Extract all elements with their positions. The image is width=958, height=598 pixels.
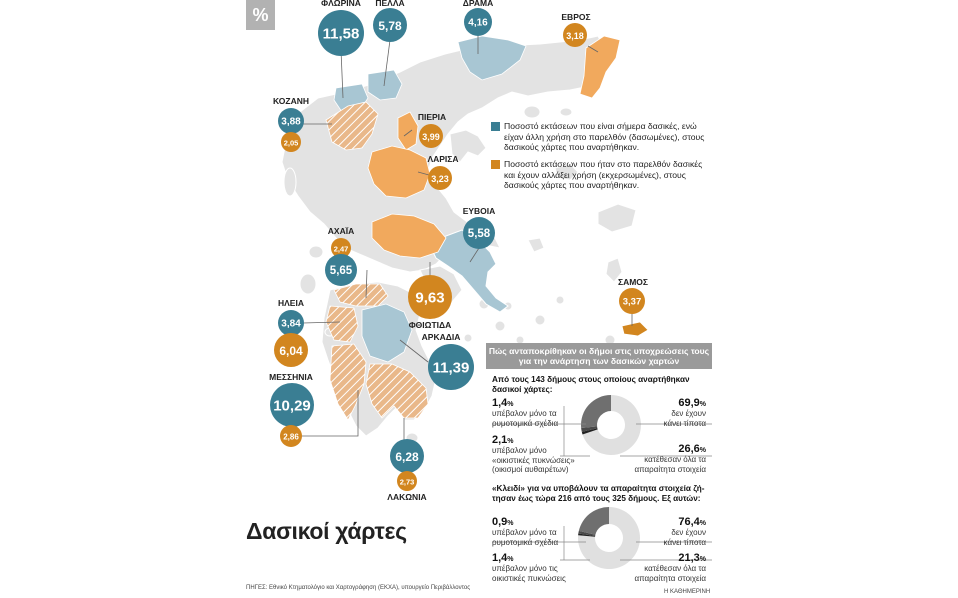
q2-left-top-pct: 0,9% (492, 516, 514, 528)
label-lakonia: ΛΑΚΩΝΙΑ (387, 492, 427, 502)
legend-teal-swatch (491, 122, 500, 131)
q1-right-bottom-desc: κατέθεσαν όλα τα απαραίτητα στοιχεία (634, 455, 706, 474)
q2-text: «Κλειδί» για να υποβάλουν τα απαραίτητα στοιχεία ζή- τησαν έως τώρα 216 από τους 325 δήμους. Εξ αυτών: (492, 484, 705, 503)
bubble-kozani-teal-value: 3,88 (281, 116, 301, 128)
label-samos: ΣΑΜΟΣ (617, 277, 649, 287)
q2-right-top-desc: δεν έχουν κάνει τίποτα (663, 528, 706, 547)
label-kozani: ΚΟΖΑΝΗ (273, 96, 309, 106)
q1-left-bottom-pct: 2,1% (492, 434, 514, 446)
bubble-arkadia-teal-value: 11,39 (432, 359, 470, 377)
percent-badge: % (246, 0, 275, 30)
q2-right-bottom (616, 552, 706, 583)
bubble-messinia-orange-value: 2,86 (283, 432, 299, 442)
bubble-samos-orange-value: 3,37 (622, 296, 642, 308)
bubble-florina-teal-value: 11,58 (322, 25, 360, 43)
legend-teal-text: Ποσοστό εκτάσεων που είναι σήμερα δασικές, ενώ είχαν άλλη χρήση στο παρελθόν (δασωμένες), στους δασικούς χάρτες που αναρτήθηκαν. (504, 121, 705, 152)
q1-right-bottom (616, 443, 706, 474)
panel-header (486, 343, 712, 369)
label-messinia: ΜΕΣΣΗΝΙΑ (269, 372, 313, 382)
bubble-evia-teal-value: 5,58 (467, 228, 491, 240)
bubble-achaia-teal-value: 5,65 (329, 265, 353, 277)
label-florina: ΦΛΩΡΙΝΑ (321, 0, 361, 8)
bubble-ilia-orange-value: 6,04 (279, 344, 303, 358)
legend-teal (492, 121, 714, 153)
label-evia: ΕΥΒΟΙΑ (462, 206, 496, 216)
q1-text: Από τους 143 δήμους στους οποίους αναρτήθηκαν δασικοί χάρτες: (492, 375, 690, 394)
label-arkadia: ΑΡΚΑΔΙΑ (421, 332, 461, 342)
q2-left-bottom-pct: 1,4% (492, 552, 514, 564)
label-drama: ΔΡΑΜΑ (462, 0, 494, 8)
q1-right-top-desc: δεν έχουν κάνει τίποτα (663, 409, 706, 428)
bubble-ilia-teal-value: 3,84 (281, 318, 301, 330)
q2-left-top-desc: υπέβαλον μόνο τα ρυμοτομικά σχέδια (492, 528, 559, 547)
donut1-slice-complete (581, 395, 611, 428)
q2-right-top (620, 516, 706, 547)
label-achaia: ΑΧΑΪΑ (327, 226, 355, 236)
region-pella (368, 70, 402, 100)
credit: Η ΚΑΘΗΜΕΡΙΝΗ (664, 589, 711, 595)
q1-left-top-desc: υπέβαλον μόνο τα ρυμοτομικά σχέδια (492, 409, 559, 428)
q2-right-bottom-pct: 21,3% (678, 552, 706, 564)
bubble-pieria-orange-value: 3,99 (422, 132, 440, 142)
donut2-slice-complete (579, 507, 609, 535)
q1-left-bottom (492, 434, 592, 475)
bubble-lakonia-teal-value: 6,28 (395, 450, 419, 464)
bubble-lakonia-orange-value: 2,73 (399, 477, 415, 487)
legend-orange-text: Ποσοστό εκτάσεων που ήταν στο παρελθόν δασικές και έχουν αλλάξει χρήση (εκχερσωμένες), στους δασικούς χάρτες που αναρτήθηκαν. (504, 159, 703, 190)
q1-right-top (620, 397, 706, 428)
bubble-evros-orange-value: 3,18 (566, 31, 584, 41)
bubble-larisa-orange-value: 3,23 (431, 174, 449, 184)
label-fthiotida: ΦΘΙΩΤΙΔΑ (408, 320, 452, 330)
q2-left-bottom-desc: υπέβαλον μόνο τις οικιστικές πυκνώσεις (492, 564, 566, 583)
q1-left-top-pct: 1,4% (492, 397, 514, 409)
q2-left-bottom (492, 552, 592, 583)
q1-left-bottom-desc: υπέβαλον μόνο «οικιστικές πυκνώσεις» (οικισμοί αυθαιρέτων) (492, 446, 575, 474)
page-title: Δασικοί χάρτες (246, 518, 407, 544)
label-evros: ΕΒΡΟΣ (561, 12, 591, 22)
panel-header-line2: για την ανάρτηση των δασικών χαρτών (518, 356, 680, 366)
q2-right-bottom-desc: κατέθεσαν όλα τα απαραίτητα στοιχεία (634, 564, 706, 583)
bubble-messinia-teal-value: 10,29 (273, 397, 311, 415)
bubble-kozani-orange-value: 2,05 (283, 138, 299, 148)
label-larisa: ΛΑΡΙΣΑ (427, 154, 459, 164)
region-samos (622, 322, 648, 336)
bubble-pella-teal-value: 5,78 (378, 19, 402, 33)
q1-left-top (492, 397, 582, 428)
q1-right-top-pct: 69,9% (678, 397, 706, 409)
q1-right-bottom-pct: 26,6% (678, 443, 706, 455)
bubble-achaia-orange-value: 2,47 (333, 244, 349, 254)
q2-right-top-pct: 76,4% (678, 516, 706, 528)
bubble-fthiotida-orange-value: 9,63 (415, 289, 445, 307)
label-pella: ΠΕΛΛΑ (375, 0, 405, 8)
bubble-drama-teal-value: 4,16 (468, 17, 488, 29)
label-ilia: ΗΛΕΙΑ (278, 298, 304, 308)
label-pieria: ΠΙΕΡΙΑ (417, 112, 447, 122)
legend-orange-swatch (491, 160, 500, 169)
legend-orange (492, 159, 714, 191)
panel-header-line1: Πώς ανταποκρίθηκαν οι δήμοι στις υποχρεώσεις τους (488, 346, 710, 356)
sources-note: ΠΗΓΕΣ: Εθνικό Κτηματολόγιο και Χαρτογράφηση (ΕΚΧΑ), υπουργείο Περιβάλλοντος (246, 585, 471, 591)
q2-left-top (492, 516, 582, 547)
